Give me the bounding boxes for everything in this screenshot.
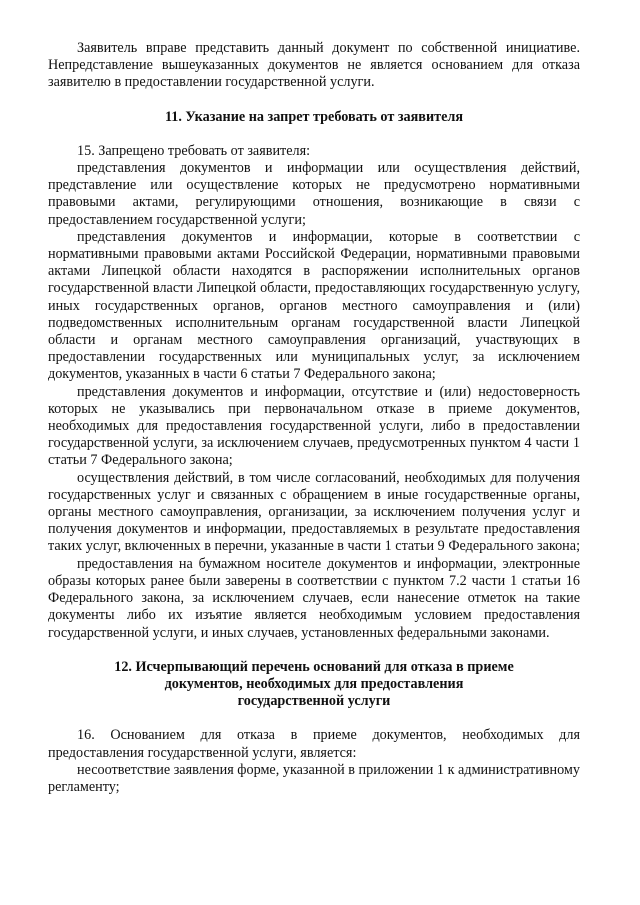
section-11-item: осуществления действий, в том числе согласований, необходимых для получения государственных услуг и связанных с обращением в иные государственные органы, органы местного самоуправления, организации, за исключением получения услуг и получения документов и информации, предоставляемых в результате предоставления таких услуг, включенных в перечни, указанные в части 1 статьи 9 Федерального закона;	[48, 469, 581, 555]
section-12-heading-line: государственной услуги	[237, 693, 391, 710]
section-11-item: представления документов и информации, отсутствие и (или) недостоверность которых не указывались при первоначальном отказе в приеме документов, необходимых для предоставления государственной услуги, либо в предоставлении государственной услуги, за исключением случаев, предусмотренных пунктом 4 части 1 статьи 7 Федерального закона;	[48, 383, 580, 469]
section-12-heading	[48, 659, 580, 711]
section-12-item: 16. Основанием для отказа в приеме документов, необходимых для предоставления государственной услуги, является:	[48, 727, 580, 761]
intro-paragraph: Заявитель вправе представить данный документ по собственной инициативе. Непредставление вышеуказанных документов не является основанием для отказа заявителю в предоставлении государственной услуги.	[48, 40, 580, 91]
section-11-item: представления документов и информации, которые в соответствии с нормативными правовыми актами Российской Федерации, нормативными правовыми актами Липецкой области находятся в распоряжении исполнительных органов государственной власти Липецкой области, предоставляющих государственную услугу, иных государственных органов, органов местного самоуправления и (или) подведомственных исполнительным органам государственной власти Липецкой области и органам местного самоуправления организаций, участвующих в предоставлении государственных или муниципальных услуг, за исключением документов, указанных в части 6 статьи 7 Федерального закона;	[48, 228, 580, 383]
section-11-item: представления документов и информации или осуществления действий, представление или осуществление которых не предусмотрено нормативными правовыми актами, регулирующими отношения, возникающие в связи с предоставлением государственной услуги;	[48, 160, 580, 228]
section-12-heading-line: 12. Исчерпывающий перечень оснований для отказа в приеме	[114, 658, 514, 675]
document-page	[48, 40, 580, 796]
section-12-heading-line: документов, необходимых для предоставления	[164, 675, 464, 692]
section-12-item: несоответствие заявления форме, указанной в приложении 1 к административному регламенту;	[48, 761, 580, 795]
section-11-item: 15. Запрещено требовать от заявителя:	[77, 142, 311, 159]
section-11-item: предоставления на бумажном носителе документов и информации, электронные образы которых ранее были заверены в соответствии с пунктом 7.2 части 1 статьи 16 Федерального закона, за исключением случаев, если нанесение отметок на такие документы либо их изъятие является необходимым условием предоставления государственной услуги, и иных случаев, установленных федеральными законами.	[48, 555, 580, 641]
section-11-heading: 11. Указание на запрет требовать от заявителя	[164, 108, 464, 125]
